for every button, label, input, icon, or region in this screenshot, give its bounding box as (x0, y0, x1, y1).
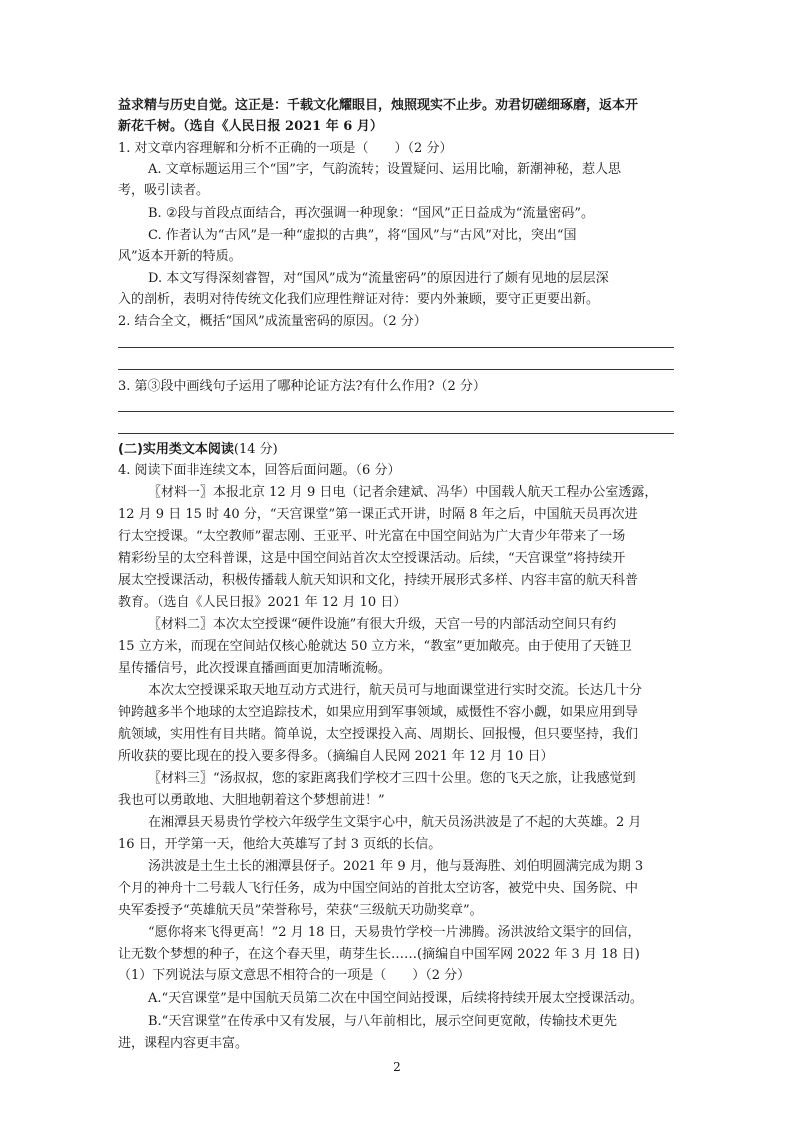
material-2-line: 〖材料二〗本次太空授课“硬件设施”有很大升级，天宫一号的内部活动空间只有约 (148, 617, 617, 632)
material-1-line: 12 月 9 日 15 时 40 分，“天宫课堂”第一课正式开讲，时隔 8 年之后，中国航天员再次进 (118, 507, 638, 522)
q1-option-c-cont: 风”返本开新的特质。 (118, 249, 242, 264)
material-3-line: 个月的神舟十二号载人飞行任务，成为中国空间站的首批太空访客，被党中央、国务院、中 (118, 881, 639, 896)
answer-line (118, 347, 674, 348)
material-3-line: 16 日，开学第一天，他给大英雄写了封 3 页纸的长信。 (118, 837, 442, 852)
material-1-line: 教育。（选自《人民日报》2021 年 12 月 10 日） (118, 595, 407, 610)
material-2-line: 钟跨越多半个地球的太空追踪技术，如果应用到军事领域，威慑性不容小觑，如果应用到导 (118, 705, 639, 720)
question-4-intro: 4. 阅读下面非连续文本，回答后面问题。（6 分） (118, 463, 401, 478)
material-1-line: 〖材料一〗本报北京 12 月 9 日电（记者余建斌、冯华）中国载人航天工程办公室透露， (148, 485, 658, 500)
section-heading (118, 440, 674, 460)
question-1-stem: 1. 对文章内容理解和分析不正确的一项是（ ）（2 分） (118, 141, 453, 156)
material-1-line: 精彩纷呈的太空科普课，这是中国空间站首次太空授课活动。后续，“天宫课堂”将持续开 (118, 551, 626, 566)
material-3-line: 汤洪波是土生土长的湘潭县伢子。2021 年 9 月，他与聂海胜、刘伯明圆满完成为期 3 (148, 859, 644, 874)
q1-option-d: D. 本文写得深刻睿智，对“国风”成为“流量密码”的原因进行了颇有见地的层层深 (148, 271, 609, 286)
section-title: (二)实用类文本阅读 (118, 442, 234, 457)
section-score: (14 分) (233, 442, 278, 457)
material-3-line: 让无数个梦想的种子，在这个春天里，萌芽生长……(摘编自中国军网 2022 年 3 月 18 日) (118, 947, 640, 962)
paragraph-line: 新花千树。（选自《人民日报 2021 年 6 月） (118, 119, 383, 134)
q1-option-b: B. ②段与首段点面结合，再次强调一种现象：“国风”正日益成为“流量密码”。 (148, 206, 595, 221)
material-2-line: 本次太空授课采取天地互动方式进行，航天员可与地面课堂进行实时交流。长达几十分 (148, 683, 643, 698)
material-3-line: 央军委授予“英雄航天员”荣誉称号，荣获“三级航天功勋奖章”。 (118, 903, 483, 918)
q4-1-option-a: A.“天宫课堂”是中国航天员第二次在中国空间站授课，后续将持续开展太空授课活动。 (148, 991, 643, 1006)
material-3-line: 在湘潭县天易贵竹学校六年级学生文渠宇心中，航天员汤洪波是了不起的大英雄。2 月 (148, 815, 642, 830)
material-3-line: 我也可以勇敢地、大胆地朝着这个梦想前进！” (118, 793, 385, 808)
answer-line (118, 433, 674, 434)
answer-line (118, 411, 674, 412)
question-2-stem: 2. 结合全文，概括“国风”成流量密码的原因。（2 分） (118, 314, 427, 329)
material-2-line: 所收获的要比现在的投入要多得多。（摘编自人民网 2021 年 12 月 10 日） (118, 749, 554, 764)
q1-option-a: A. 文章标题运用三个“国”字，气韵流转；设置疑问、运用比喻，新潮神秘，惹人思 (148, 162, 621, 177)
q4-1-option-b: B.“天宫课堂”在传承中又有发展，与八年前相比，展示空间更宽敞，传输技术更先 (148, 1014, 617, 1029)
question-3-stem: 3. 第③段中画线句子运用了哪种论证方法?有什么作用?（2 分） (118, 379, 486, 394)
question-4-1-stem: （1）下列说法与原文意思不相符合的一项是（ ）（2 分） (118, 968, 471, 983)
page-number: 2 (393, 1060, 401, 1074)
material-1-line: 展太空授课活动，积极传播载人航天知识和文化，持续开展形式多样、内容丰富的航天科普 (118, 573, 639, 588)
q1-option-a-cont: 考，吸引读者。 (118, 183, 210, 198)
material-1-line: 行太空授课。“太空教师”翟志刚、王亚平、叶光富在中国空间站为广大青少年带来了一场 (118, 529, 626, 544)
q4-1-option-b-cont: 进，课程内容更丰富。 (118, 1036, 249, 1051)
q1-option-d-cont: 入的剖析，表明对待传统文化我们应理性辩证对待：要内外兼顾，要守正更要出新。 (118, 292, 600, 307)
material-3-line: 〖材料三〗“汤叔叔，您的家距离我们学校才三四十公里。您的飞天之旅，让我感觉到 (148, 771, 636, 786)
answer-line (118, 369, 674, 370)
paragraph-line: 益求精与历史自觉。这正是：千载文化耀眼目，烛照现实不止步。劝君切磋细琢磨，返本开 (118, 98, 639, 113)
material-2-line: 星传播信号，此次授课直播画面更加清晰流畅。 (118, 661, 392, 676)
q1-option-c: C. 作者认为“古风”是一种“虚拟的古典”，将“国风”与“古风”对比，突出“国 (148, 228, 577, 243)
material-3-line: “愿你将来飞得更高！”2 月 18 日，天易贵竹学校一片沸腾。汤洪波给文渠宇的回信， (148, 925, 641, 940)
material-2-line: 15 立方米，而现在空间站仅核心舱就达 50 立方米，“教室”更加敞亮。由于使用了天链卫 (118, 639, 632, 654)
material-2-line: 航领域，实用性有目共睹。简单说，太空授课投入高、周期长、回报慢，但只要坚持，我们 (118, 727, 639, 742)
